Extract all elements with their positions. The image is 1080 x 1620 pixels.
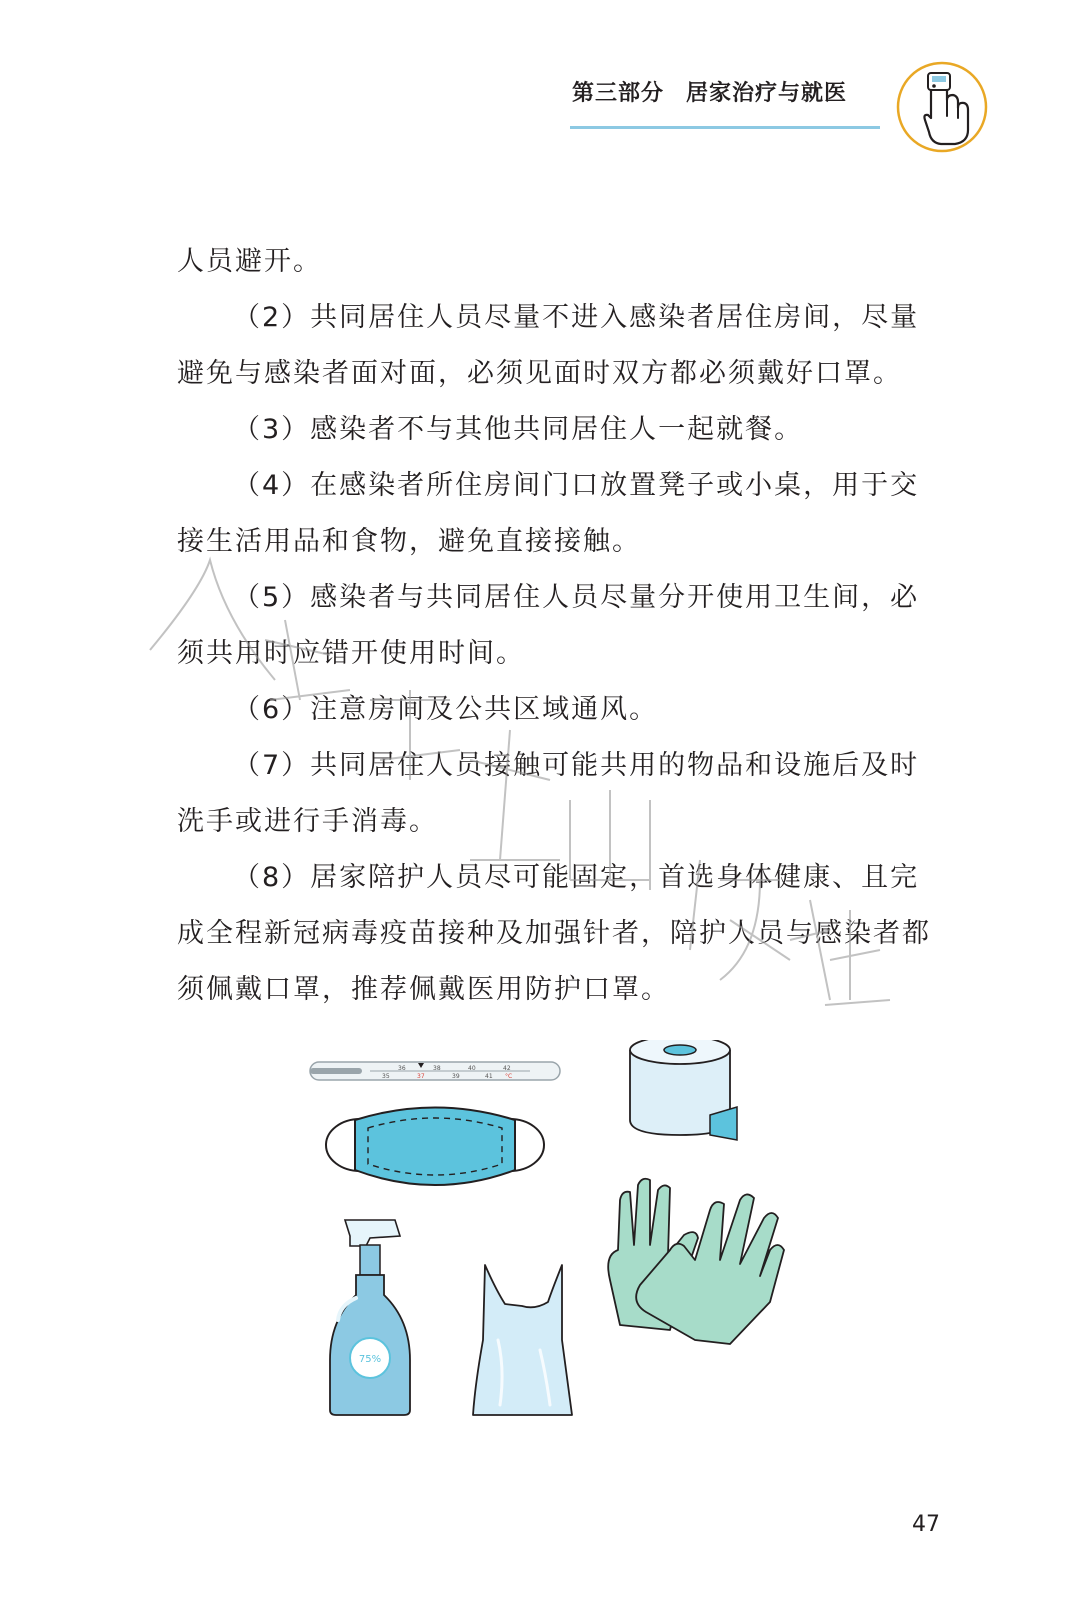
thermometer-tick-label: 40 [468, 1065, 476, 1072]
finger-oximeter-icon [895, 60, 989, 154]
paragraph: 人员避开。 [177, 246, 322, 277]
paragraph-item-5: （5）感染者与共同居住人员尽量分开使用卫生间，必须共用时应错开使用时间。 [177, 582, 920, 669]
thermometer-tick-label: 38 [433, 1065, 441, 1072]
thermometer-icon [310, 1062, 560, 1080]
plastic-bag-icon [473, 1265, 572, 1415]
header-section-title: 居家治疗与就医 [686, 81, 848, 106]
header-title [572, 76, 847, 107]
face-mask-icon [326, 1108, 544, 1186]
paragraph-item-6: （6）注意房间及公共区域通风。 [233, 694, 659, 725]
gloves-icon [608, 1179, 784, 1344]
paragraph-item-7: （7）共同居住人员接触可能共用的物品和设施后及时洗手或进行手消毒。 [177, 750, 920, 837]
thermometer-tick-label: 42 [503, 1065, 511, 1072]
paragraph-item-2: （2）共同居住人员尽量不进入感染者居住房间，尽量避免与感染者面对面，必须见面时双方都必须戴好口罩。 [177, 302, 920, 389]
disinfectant-spray-icon [330, 1220, 410, 1415]
supplies-illustration [300, 1040, 820, 1470]
paragraph-item-4: （4）在感染者所住房间门口放置凳子或小桌，用于交接生活用品和食物，避免直接接触。 [177, 470, 920, 557]
toilet-paper-icon [630, 1040, 737, 1140]
paragraph-item-8: （8）居家陪护人员尽可能固定，首选身体健康、且完成全程新冠病毒疫苗接种及加强针者，陪护人员与感染者都须佩戴口罩，推荐佩戴医用防护口罩。 [177, 862, 931, 1005]
spray-label: 75% [358, 1354, 382, 1365]
body-text [177, 234, 947, 1018]
page-number: 47 [912, 1512, 940, 1537]
thermometer-tick-label: 37 [417, 1073, 425, 1080]
thermometer-tick-label: °C [505, 1073, 513, 1080]
paragraph-item-3: （3）感染者不与其他共同居住人一起就餐。 [233, 414, 804, 445]
page-header [0, 0, 1080, 160]
header-part-label: 第三部分 [572, 81, 665, 106]
thermometer-tick-label: 41 [485, 1073, 493, 1080]
thermometer-tick-label: 39 [452, 1073, 460, 1080]
thermometer-tick-label: 35 [382, 1073, 390, 1080]
header-rule [570, 126, 880, 129]
thermometer-tick-label: 36 [398, 1065, 406, 1072]
